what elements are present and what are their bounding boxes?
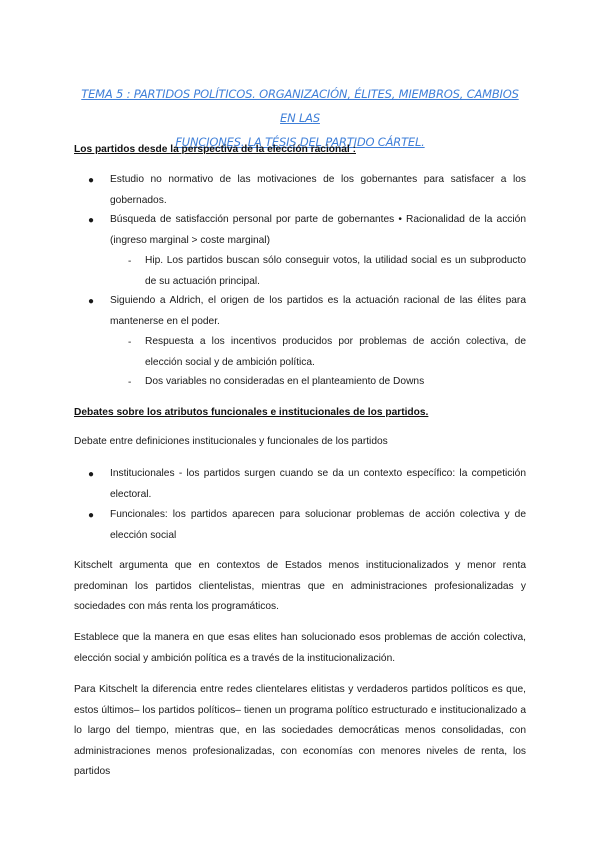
list-item-text: Estudio no normativo de las motivaciones de los gobernantes para satisfacer a los gobernados.	[110, 174, 526, 206]
bullet-marker: ●	[88, 175, 95, 186]
title-line-1: TEMA 5 : PARTIDOS POLÍTICOS. ORGANIZACIÓN, ÉLITES, MIEMBROS, CAMBIOS EN LAS	[81, 87, 519, 125]
paragraph-kitschelt-3: Para Kitschelt la diferencia entre redes clientelares elitistas y verdaderos partidos políticos es que, estos últimos– los partidos políticos– tienen un programa político estructurado e institucionalizado a lo largo del tiempo, mientras que, en las sociedades democráticas menos consolidadas, con administraciones menos profesionalizadas, con economías con menores niveles de renta, los partidos	[74, 684, 526, 777]
dash-marker: -	[128, 337, 132, 348]
list-item-text: Búsqueda de satisfacción personal por parte de gobernantes • Racionalidad de la acción (ingreso marginal > coste marginal)	[110, 214, 526, 246]
dash-marker: -	[128, 377, 132, 388]
bullet-marker: ●	[88, 296, 95, 307]
section-heading-rational-choice: Los partidos desde la perspectiva de la elección racional :	[74, 144, 356, 155]
dash-marker: -	[128, 256, 132, 267]
list-item-text: Siguiendo a Aldrich, el origen de los partidos es la actuación racional de las élites para mantenerse en el poder.	[110, 295, 526, 327]
bullet-marker: ●	[88, 215, 95, 226]
paragraph-kitschelt-1: Kitschelt argumenta que en contextos de Estados menos institucionalizados y menor renta predominan los partidos clientelistas, mientras que en administraciones profesionalizadas y sociedades con más renta los programáticos.	[74, 560, 526, 612]
sub-item-text: Dos variables no consideradas en el planteamiento de Downs	[145, 376, 425, 387]
bullet-marker: ●	[88, 469, 95, 480]
paragraph-kitschelt-2: Establece que la manera en que esas elites han solucionado esos problemas de acción colectiva, elección social y ambición política es a través de la institucionalización.	[74, 632, 526, 664]
sub-item-text: Hip. Los partidos buscan sólo conseguir votos, la utilidad social es un subproducto de su actuación principal.	[145, 255, 526, 287]
sub-item-text: Respuesta a los incentivos producidos por problemas de acción colectiva, de elección social y de ambición política.	[145, 336, 526, 368]
title-line-2: FUNCIONES. LA TÉSIS DEL PARTIDO CÁRTEL.	[175, 135, 425, 149]
bullet-marker: ●	[88, 510, 95, 521]
list-item-text: Institucionales - los partidos surgen cuando se da un contexto específico: la competición electoral.	[110, 468, 526, 500]
section-heading-debates: Debates sobre los atributos funcionales e institucionales de los partidos.	[74, 407, 429, 418]
paragraph-intro: Debate entre definiciones institucionales y funcionales de los partidos	[74, 436, 388, 447]
list-item-text: Funcionales: los partidos aparecen para solucionar problemas de acción colectiva y de elección social	[110, 509, 526, 541]
